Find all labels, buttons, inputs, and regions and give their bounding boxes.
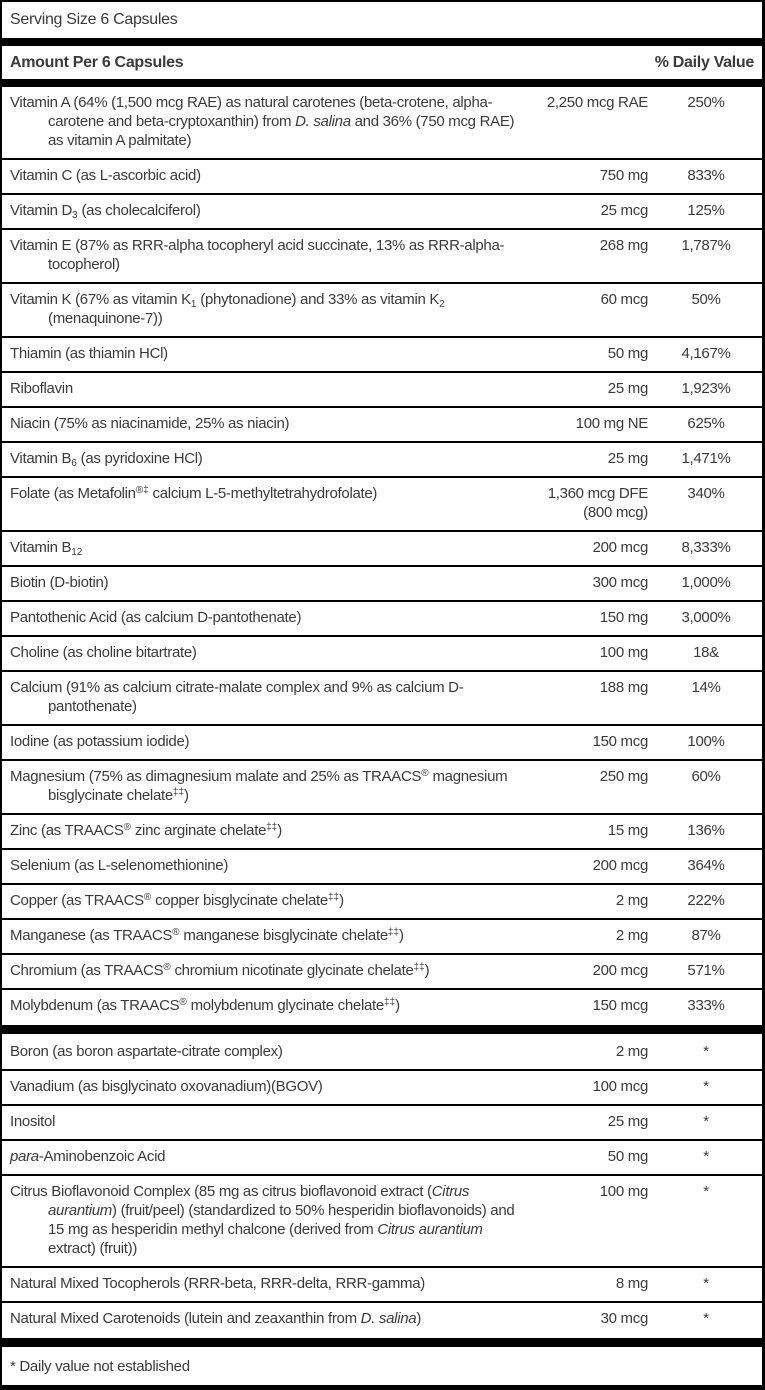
ingredient-daily-value: *	[703, 1078, 709, 1095]
ingredient-amount: 250 mg	[599, 768, 648, 785]
ingredient-amount: 200 mcg	[592, 962, 648, 979]
ingredient-daily-value: *	[703, 1113, 709, 1130]
ingredient-amount: 100 mg	[599, 1183, 648, 1200]
ingredient-daily-value: 833%	[687, 167, 725, 184]
ingredient-daily-value: 333%	[687, 997, 725, 1014]
ingredient-amount: 150 mg	[599, 609, 648, 626]
ingredient-name: Zinc (as TRAACS® zinc arginate chelate‡‡)	[10, 822, 282, 839]
table-row	[2, 1071, 762, 1104]
ingredient-amount: 8 mg	[615, 1275, 648, 1292]
table-row	[2, 990, 762, 1023]
ingredient-name: Manganese (as TRAACS® manganese bisglycinate chelate‡‡)	[10, 927, 404, 944]
ingredient-name: Vitamin A (64% (1,500 mcg RAE) as natural carotenes (beta-crotene, alpha-carotene and beta-cryptoxanthin) from D. salina and 36% (750 mcg RAE) as vitamin A palmitate)	[10, 94, 515, 149]
ingredient-daily-value: 87%	[691, 927, 721, 944]
ingredient-daily-value: 50%	[691, 291, 721, 308]
ingredient-amount: 750 mg	[599, 167, 648, 184]
ingredient-name: Vitamin $B_6$ (as pyridoxine HCl)	[10, 450, 203, 469]
ingredient-name: Niacin (75% as niacinamide, 25% as niacin)	[10, 415, 290, 432]
ingredient-daily-value: 222%	[687, 892, 725, 909]
ingredient-amount: 30 mcg	[600, 1310, 648, 1327]
ingredient-name: Copper (as TRAACS® copper bisglycinate chelate‡‡)	[10, 892, 344, 909]
ingredient-daily-value: *	[703, 1043, 709, 1060]
ingredient-name: Molybdenum (as TRAACS® molybdenum glycinate chelate‡‡)	[10, 997, 400, 1014]
ingredient-daily-value: 8,333%	[681, 539, 731, 556]
ingredient-amount: 60 mcg	[600, 291, 648, 308]
ingredient-daily-value: 1,000%	[681, 574, 731, 591]
ingredient-daily-value: 571%	[687, 962, 725, 979]
ingredient-name: Choline (as choline bitartrate)	[10, 644, 197, 661]
ingredient-name: Iodine (as potassium iodide)	[10, 733, 190, 750]
ingredient-amount: 150 mcg	[592, 997, 648, 1014]
header-top-bar	[2, 38, 762, 46]
ingredient-name: Chromium (as TRAACS® chromium nicotinate glycinate chelate‡‡)	[10, 962, 430, 979]
ingredient-name: Natural Mixed Carotenoids (lutein and zeaxanthin from D. salina)	[10, 1310, 422, 1327]
table-row	[2, 284, 762, 336]
table-row	[2, 955, 762, 988]
ingredient-name: Riboflavin	[10, 380, 73, 397]
footnote: * Daily value not established	[10, 1358, 190, 1375]
table-row	[2, 195, 762, 228]
ingredient-daily-value: 1,923%	[681, 380, 731, 397]
table-row	[2, 408, 762, 441]
table-row	[2, 338, 762, 371]
bottom-bar	[2, 1385, 762, 1390]
table-row	[2, 815, 762, 848]
ingredient-daily-value: 136%	[687, 822, 725, 839]
ingredient-name: Vitamin $D_3$ (as cholecalciferol)	[10, 202, 201, 221]
ingredient-name: Vitamin C (as L-ascorbic acid)	[10, 167, 201, 184]
ingredient-amount: 50 mg	[607, 1148, 648, 1165]
table-row	[2, 726, 762, 759]
ingredient-amount: 200 mcg	[592, 539, 648, 556]
table-row	[2, 1106, 762, 1139]
ingredient-amount: 100 mcg	[592, 1078, 648, 1095]
ingredient-amount: 25 mcg	[600, 202, 648, 219]
header-bottom-bar	[2, 79, 762, 87]
table-row	[2, 567, 762, 600]
ingredient-name: Natural Mixed Tocopherols (RRR-beta, RRR-delta, RRR-gamma)	[10, 1275, 425, 1292]
ingredient-name: Citrus Bioflavonoid Complex (85 mg as citrus bioflavonoid extract (Citrus aurantium) (fruit/peel) (standardized to 50% hesperidin bioflavonoids) and 15 mg as hesperidin methyl chalcone (derived from Citrus aurantium extract) (fruit))	[10, 1183, 515, 1257]
table-row	[2, 850, 762, 883]
table-row	[2, 87, 762, 158]
ingredient-amount: 100 mg NE	[575, 415, 648, 432]
table-header	[2, 46, 762, 79]
section-separator-bar	[2, 1025, 762, 1034]
ingredient-daily-value: 1,787%	[681, 237, 731, 254]
ingredient-daily-value: 250%	[687, 94, 725, 111]
ingredient-daily-value: 1,471%	[681, 450, 731, 467]
table-row	[2, 373, 762, 406]
daily-value-header: % Daily Value	[654, 54, 754, 71]
ingredient-daily-value: 125%	[687, 202, 725, 219]
table-row	[2, 160, 762, 193]
ingredient-daily-value: 340%	[687, 485, 725, 502]
ingredient-amount: 100 mg	[599, 644, 648, 661]
serving-size: Serving Size 6 Capsules	[10, 11, 178, 28]
ingredient-daily-value: 14%	[691, 679, 721, 696]
ingredient-amount: 2 mg	[615, 927, 648, 944]
ingredient-name: Pantothenic Acid (as calcium D-pantothenate)	[10, 609, 302, 626]
table-row	[2, 920, 762, 953]
ingredient-name: Biotin (D-biotin)	[10, 574, 109, 591]
ingredient-name: Boron (as boron aspartate-citrate complex)	[10, 1043, 283, 1060]
table-row	[2, 1036, 762, 1069]
ingredient-amount: 25 mg	[607, 450, 648, 467]
ingredient-amount: 1,360 mcg DFE (800 mcg)	[547, 485, 648, 521]
ingredient-daily-value: 60%	[691, 768, 721, 785]
ingredient-name: Vanadium (as bisglycinato oxovanadium)(BGOV)	[10, 1078, 323, 1095]
ingredient-name: Vitamin E (87% as RRR-alpha tocopheryl acid succinate, 13% as RRR-alpha-tocopherol)	[10, 237, 505, 273]
table-row	[2, 602, 762, 635]
ingredient-name: Selenium (as L-selenomethionine)	[10, 857, 229, 874]
table-row	[2, 672, 762, 724]
ingredient-amount: 15 mg	[607, 822, 648, 839]
ingredient-daily-value: 625%	[687, 415, 725, 432]
table-row	[2, 478, 762, 530]
table-row	[2, 1268, 762, 1301]
ingredient-amount: 150 mcg	[592, 733, 648, 750]
ingredient-daily-value: *	[703, 1148, 709, 1165]
ingredient-name: para-Aminobenzoic Acid	[10, 1148, 166, 1165]
ingredient-name: Inositol	[10, 1113, 56, 1130]
ingredient-amount: 300 mcg	[592, 574, 648, 591]
ingredient-daily-value: 18&	[693, 644, 719, 661]
ingredient-name: Magnesium (75% as dimagnesium malate and 25% as TRAACS® magnesium bisglycinate chelate‡‡)	[10, 768, 508, 804]
table-body	[2, 87, 762, 1347]
ingredient-amount: 268 mg	[599, 237, 648, 254]
ingredient-daily-value: 100%	[687, 733, 725, 750]
ingredient-amount: 2 mg	[615, 1043, 648, 1060]
table-row	[2, 885, 762, 918]
ingredient-name: Thiamin (as thiamin HCl)	[10, 345, 168, 362]
ingredient-amount: 2 mg	[615, 892, 648, 909]
ingredient-daily-value: 364%	[687, 857, 725, 874]
table-row	[2, 761, 762, 813]
ingredient-daily-value: *	[703, 1275, 709, 1292]
table-row	[2, 1303, 762, 1336]
table-row	[2, 637, 762, 670]
ingredient-name: Vitamin K (67% as vitamin $K_1$ (phytonadione) and 33% as vitamin $K_2$ (menaquinone-7))	[10, 291, 445, 327]
ingredient-daily-value: *	[703, 1183, 709, 1200]
ingredient-amount: 2,250 mcg RAE	[546, 94, 648, 111]
ingredient-name: Calcium (91% as calcium citrate-malate complex and 9% as calcium D-pantothenate)	[10, 679, 464, 715]
ingredient-amount: 25 mg	[607, 1113, 648, 1130]
section-separator-bar	[2, 1338, 762, 1347]
ingredient-amount: 50 mg	[607, 345, 648, 362]
ingredient-amount: 200 mcg	[592, 857, 648, 874]
ingredient-daily-value: *	[703, 1310, 709, 1327]
ingredient-amount: 25 mg	[607, 380, 648, 397]
ingredient-name: Folate (as Metafolin®‡ calcium L-5-methyltetrahydrofolate)	[10, 485, 378, 502]
amount-per-serving-header: Amount Per 6 Capsules	[10, 54, 184, 71]
table-row	[2, 532, 762, 565]
ingredient-name: Vitamin $B_{12}$	[10, 539, 83, 558]
ingredient-daily-value: 3,000%	[681, 609, 731, 626]
ingredient-amount: 188 mg	[599, 679, 648, 696]
table-row	[2, 1176, 762, 1266]
table-row	[2, 443, 762, 476]
table-row	[2, 230, 762, 282]
table-row	[2, 1141, 762, 1174]
ingredient-daily-value: 4,167%	[681, 345, 731, 362]
